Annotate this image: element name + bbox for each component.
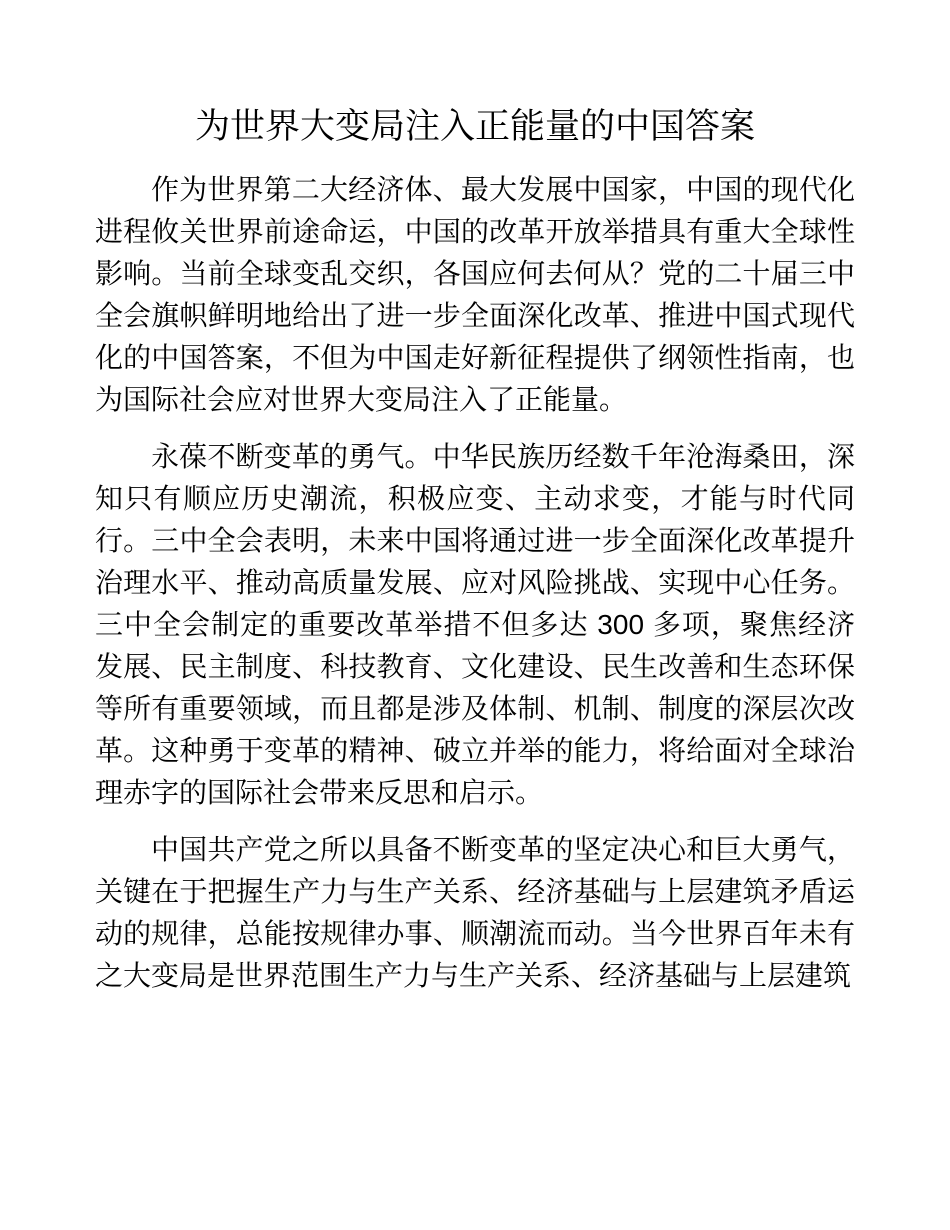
- document-title: 为世界大变局注入正能量的中国答案: [194, 107, 755, 146]
- paragraph: 作为世界第二大经济体、最大发展中国家，中国的现代化进程攸关世界前途命运，中国的改革开放举措具有重大全球性影响。当前全球变乱交织，各国应何去何从？党的二十届三中全会旗帜鲜明地给出了进一步全面深化改革、推进中国式现代化的中国答案，不但为中国走好新征程提供了纲领性指南，也为国际社会应对世界大变局注入了正能量。: [95, 174, 855, 415]
- paragraph: 中国共产党之所以具备不断变革的坚定决心和巨大勇气，关键在于把握生产力与生产关系、经济基础与上层建筑矛盾运动的规律，总能按规律办事、顺潮流而动。当今世界百年未有之大变局是世界范围生产力与生产关系、经济基础与上层建筑: [95, 834, 855, 991]
- paragraph: 永葆不断变革的勇气。中华民族历经数千年沧海桑田，深知只有顺应历史潮流，积极应变、主动求变，才能与时代同行。三中全会表明，未来中国将通过进一步全面深化改革提升治理水平、推动高质量发展、应对风险挑战、实现中心任务。三中全会制定的重要改革举措不但多达 300 多项，聚焦经济发展、民主制度、科技教育、文化建设、民生改善和生态环保等所有重要领域，而且都是涉及体制、机制、制度的深层次改革。这种勇于变革的精神、破立并举的能力，将给面对全球治理赤字的国际社会带来反思和启示。: [95, 441, 855, 808]
